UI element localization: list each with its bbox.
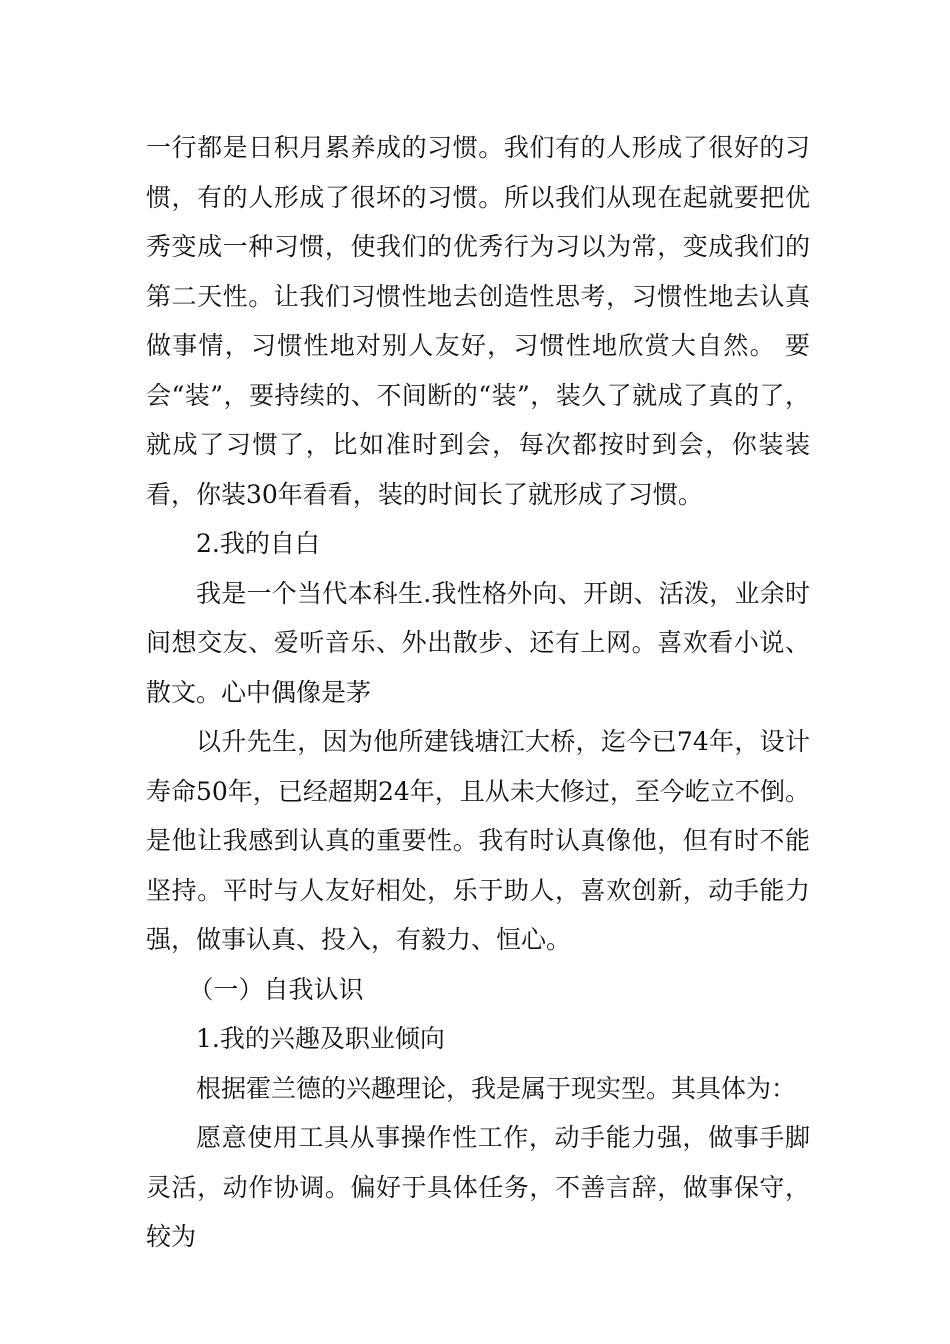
body-paragraph: 一行都是日积月累养成的习惯。我们有的人形成了很好的习惯，有的人形成了很坏的习惯。所以我们从现在起就要把优秀变成一种习惯，使我们的优秀行为习以为常，变成我们的第二天性。让我们习惯性地去创造性思考，习惯性地去认真做事情，习惯性地对别人友好，习惯性地欣赏大自然。 要会“装”，要持续的、不间断的“装”，装久了就成了真的了，就成了习惯了，比如准时到会，每次都按时到会，你装装看，你装30年看看，装的时间长了就形成了习惯。 [146, 133, 810, 509]
body-paragraph: 愿意使用工具从事操作性工作，动手能力强，做事手脚灵活，动作协调。偏好于具体任务，不善言辞，做事保守，较为 [146, 1123, 810, 1251]
document-page [146, 123, 810, 1262]
section-heading-self-statement: 2.我的自白 [196, 529, 320, 558]
body-paragraph: 根据霍兰德的兴趣理论，我是属于现实型。其具体为： [196, 1073, 797, 1103]
section-heading-self-awareness: （一）自我认识 [188, 974, 364, 1004]
section-heading-interests: 1.我的兴趣及职业倾向 [196, 1024, 445, 1053]
body-paragraph: 我是一个当代本科生.我性格外向、开朗、活泼，业余时间想交友、爱听音乐、外出散步、还有上网。喜欢看小说、散文。心中偶像是茅 [146, 578, 810, 707]
body-paragraph: 以升先生，因为他所建钱塘江大桥，迄今已74年，设计寿命50年，已经超期24年，且从未大修过，至今屹立不倒。是他让我感到认真的重要性。我有时认真像他，但有时不能坚持。平时与人友好相处，乐于助人，喜欢创新，动手能力强，做事认真、投入，有毅力、恒心。 [146, 727, 810, 954]
